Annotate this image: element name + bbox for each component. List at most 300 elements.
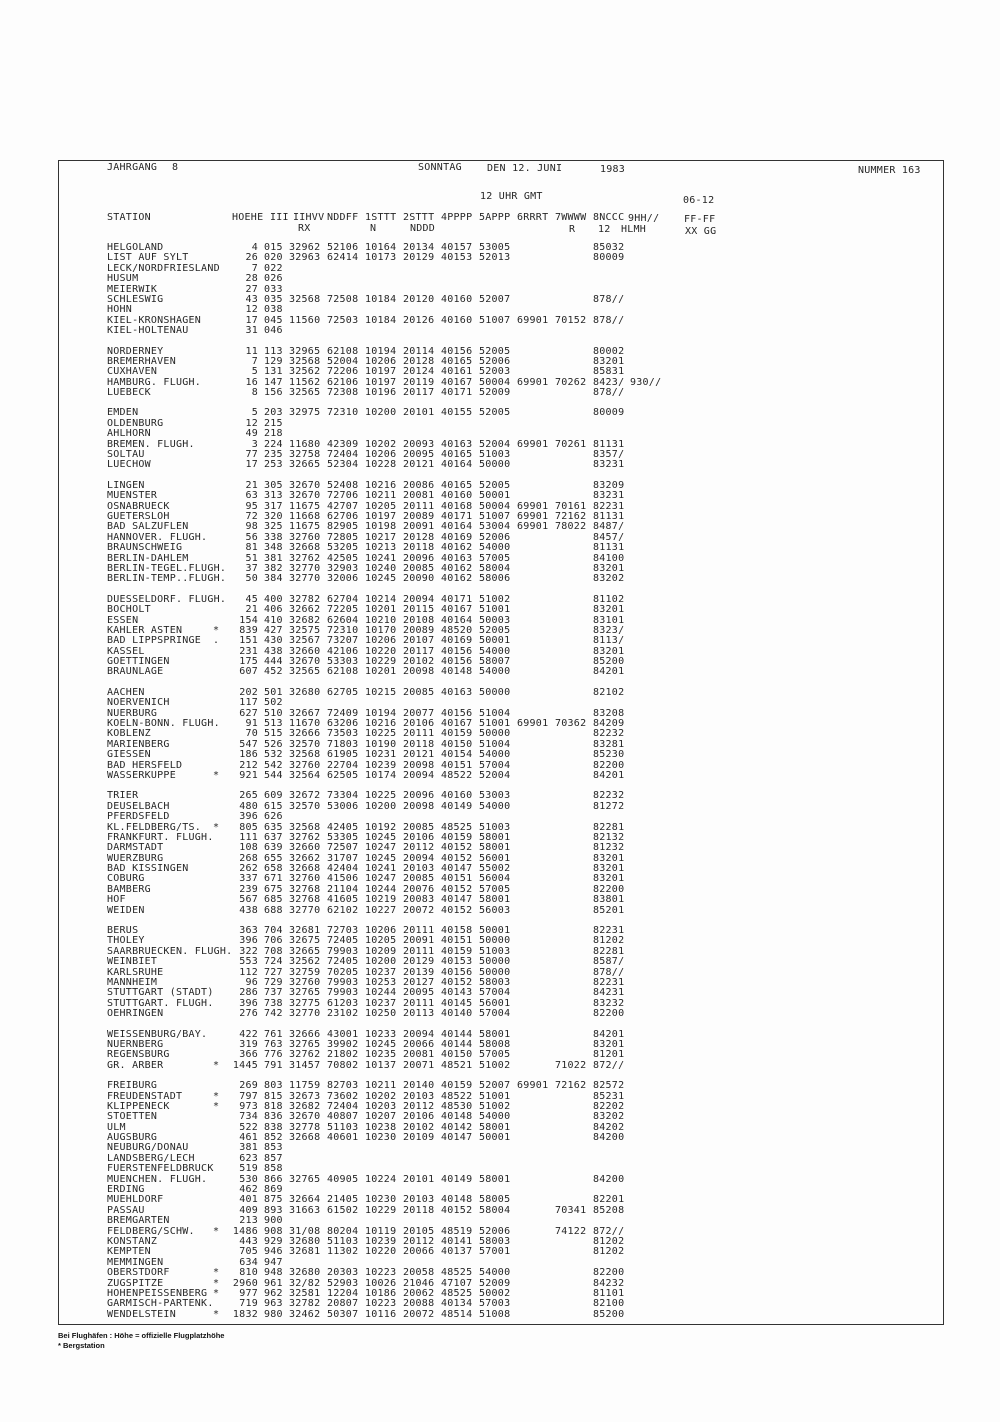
nccc8-value: 83231 bbox=[593, 459, 625, 471]
nccc8-value: 85208 bbox=[593, 1204, 625, 1216]
sttt1-value: 10194 bbox=[365, 707, 397, 719]
nddff-value: 11302 bbox=[327, 1246, 359, 1258]
iihvv-value: 32670 bbox=[289, 490, 321, 502]
nddff-value: 40601 bbox=[327, 1132, 359, 1144]
sttt1-value: 10215 bbox=[365, 686, 397, 698]
pppp4-value: 40162 bbox=[441, 573, 473, 585]
iii-value: 685 bbox=[264, 894, 283, 906]
hoehe-value: 37 bbox=[245, 562, 258, 574]
pppp4-value: 40159 bbox=[441, 945, 473, 957]
nccc8-value: 83232 bbox=[593, 997, 625, 1009]
iihvv-value: 32778 bbox=[289, 1121, 321, 1133]
sttt2-value: 20111 bbox=[403, 925, 435, 937]
nddff-value: 40807 bbox=[327, 1111, 359, 1123]
station-mark: * bbox=[213, 1267, 220, 1279]
appp5-value: 58003 bbox=[479, 977, 511, 988]
iii-value: 224 bbox=[264, 438, 283, 450]
sttt2-value: 20085 bbox=[403, 562, 435, 574]
station-name: GR. ARBER bbox=[107, 1059, 164, 1071]
station-name: BREMEN. FLUGH. bbox=[107, 438, 195, 450]
iii-value: 961 bbox=[264, 1277, 283, 1289]
nccc8-value: 85200 bbox=[593, 1308, 625, 1320]
hoehe-value: 231 bbox=[239, 645, 258, 657]
sttt2-value: 20094 bbox=[403, 593, 435, 605]
iii-value: 639 bbox=[264, 842, 283, 854]
iii-value: 963 bbox=[264, 1298, 283, 1310]
sttt1-value: 10233 bbox=[365, 1028, 397, 1040]
hoehe-value: 96 bbox=[245, 977, 258, 988]
appp5-value: 58004 bbox=[479, 562, 511, 574]
pppp4-value: 40156 bbox=[441, 645, 473, 657]
appp5-value: 52009 bbox=[479, 1277, 511, 1289]
pppp4-value: 40156 bbox=[441, 345, 473, 357]
station-row bbox=[0, 264, 1000, 274]
appp5-value: 50004 bbox=[479, 376, 511, 388]
station-name: AHLHORN bbox=[107, 428, 151, 440]
sttt1-value: 10206 bbox=[365, 449, 397, 461]
sttt1-value: 10223 bbox=[365, 1298, 397, 1310]
appp5-value: 51002 bbox=[479, 1100, 511, 1112]
station-mark: * bbox=[213, 1277, 220, 1289]
iihvv-value: 32581 bbox=[289, 1287, 321, 1299]
nccc8-value: 83201 bbox=[593, 645, 625, 657]
iihvv-value: 32668 bbox=[289, 1132, 321, 1144]
station-name: NUERBURG bbox=[107, 707, 158, 719]
hoehe-value: 286 bbox=[239, 987, 258, 999]
iii-value: 853 bbox=[264, 1142, 283, 1154]
station-group bbox=[0, 595, 1000, 678]
iii-value: 452 bbox=[264, 666, 283, 678]
sttt2-value: 20129 bbox=[403, 252, 435, 264]
nddff-value: 53303 bbox=[327, 656, 359, 668]
station-name: BOCHOLT bbox=[107, 604, 151, 616]
iihvv-value: 32680 bbox=[289, 1267, 321, 1279]
station-name: KOELN-BONN. FLUGH. bbox=[107, 718, 220, 730]
sttt1-value: 10240 bbox=[365, 562, 397, 574]
iihvv-value: 32567 bbox=[289, 635, 321, 647]
sttt1-value: 10214 bbox=[365, 593, 397, 605]
iihvv-value: 31/08 bbox=[289, 1225, 321, 1237]
sttt2-value: 20089 bbox=[403, 510, 435, 522]
nddff-value: 72308 bbox=[327, 387, 359, 399]
appp5-value: 52013 bbox=[479, 252, 511, 264]
iii-value: 706 bbox=[264, 935, 283, 947]
iii-value: 406 bbox=[264, 604, 283, 616]
nddff-value: 52903 bbox=[327, 1277, 359, 1289]
iii-value: 015 bbox=[264, 242, 283, 253]
station-name: ZUGSPITZE bbox=[107, 1277, 164, 1289]
hoehe-value: 921 bbox=[239, 769, 258, 781]
hoehe-value: 719 bbox=[239, 1298, 258, 1310]
pppp4-value: 40167 bbox=[441, 718, 473, 730]
hoehe-value: 567 bbox=[239, 894, 258, 906]
iii-value: 410 bbox=[264, 614, 283, 626]
sttt1-value: 10245 bbox=[365, 831, 397, 843]
sttt2-value: 20091 bbox=[403, 521, 435, 533]
hoehe-value: 175 bbox=[239, 656, 258, 668]
nddff-value: 20807 bbox=[327, 1298, 359, 1310]
station-row bbox=[0, 667, 1000, 677]
pppp4-value: 40151 bbox=[441, 759, 473, 771]
nddff-value: 72405 bbox=[327, 935, 359, 947]
iihvv-value: 32760 bbox=[289, 759, 321, 771]
sttt1-value: 10235 bbox=[365, 1049, 397, 1061]
sttt2-value: 20109 bbox=[403, 1132, 435, 1144]
nccc8-value: 83202 bbox=[593, 1111, 625, 1123]
sttt2-value: 20113 bbox=[403, 1008, 435, 1020]
hoehe-value: 461 bbox=[239, 1132, 258, 1144]
iii-value: 438 bbox=[264, 645, 283, 657]
iii-value: 900 bbox=[264, 1215, 283, 1227]
nccc8-value: 85230 bbox=[593, 749, 625, 761]
iii-value: 501 bbox=[264, 686, 283, 698]
iihvv-value: 32562 bbox=[289, 366, 321, 378]
sttt1-value: 10197 bbox=[365, 376, 397, 388]
sttt2-value: 20111 bbox=[403, 728, 435, 740]
sttt2-value: 20112 bbox=[403, 1235, 435, 1247]
nccc8-value: 83201 bbox=[593, 873, 625, 885]
nccc8-value: 878// bbox=[593, 293, 625, 305]
station-name: OLDENBURG bbox=[107, 417, 164, 429]
hoehe-value: 973 bbox=[239, 1100, 258, 1112]
iii-value: 384 bbox=[264, 573, 283, 585]
nccc8-value: 82281 bbox=[593, 821, 625, 833]
iii-value: 427 bbox=[264, 624, 283, 636]
appp5-value: 56001 bbox=[479, 997, 511, 1009]
nccc8-value: 82100 bbox=[593, 1298, 625, 1310]
nccc8-value: 8113/ bbox=[593, 635, 625, 647]
sttt1-value: 10244 bbox=[365, 883, 397, 895]
iii-value: 658 bbox=[264, 863, 283, 875]
sttt2-value: 20101 bbox=[403, 1173, 435, 1185]
hoehe-value: 3 bbox=[251, 438, 258, 450]
appp5-value: 58003 bbox=[479, 1235, 511, 1247]
sttt2-value: 20089 bbox=[403, 624, 435, 636]
sttt1-value: 10237 bbox=[365, 966, 397, 978]
iihvv-value: 32962 bbox=[289, 242, 321, 253]
sttt1-value: 10247 bbox=[365, 873, 397, 885]
pppp4-value: 40165 bbox=[441, 355, 473, 367]
station-row bbox=[0, 460, 1000, 470]
appp5-value: 52004 bbox=[479, 438, 511, 450]
station-name: STOETTEN bbox=[107, 1111, 158, 1123]
station-row bbox=[0, 295, 1000, 305]
station-name: OBERSTDORF bbox=[107, 1267, 170, 1279]
hoehe-value: 4 bbox=[251, 242, 258, 253]
sttt1-value: 10174 bbox=[365, 769, 397, 781]
sttt1-value: 10210 bbox=[365, 614, 397, 626]
sttt1-value: 10026 bbox=[365, 1277, 397, 1289]
iii-value: 737 bbox=[264, 987, 283, 999]
appp5-value: 57004 bbox=[479, 1008, 511, 1020]
appp5-value: 51003 bbox=[479, 449, 511, 461]
hoehe-value: 547 bbox=[239, 738, 258, 750]
hoehe-value: 95 bbox=[245, 500, 258, 512]
nddff-value: 70205 bbox=[327, 966, 359, 978]
iii-value: 532 bbox=[264, 749, 283, 761]
nddff-value: 70802 bbox=[327, 1059, 359, 1071]
iihvv-value: 11670 bbox=[289, 718, 321, 730]
nddff-value: 62706 bbox=[327, 510, 359, 522]
time-label: 12 UHR GMT bbox=[480, 191, 543, 202]
sttt1-value: 10220 bbox=[365, 645, 397, 657]
hoehe-value: 634 bbox=[239, 1256, 258, 1268]
station-name: DARMSTADT bbox=[107, 842, 164, 854]
nccc8-value: 81202 bbox=[593, 1235, 625, 1247]
nccc8-value: 84209 bbox=[593, 718, 625, 730]
sttt1-value: 10203 bbox=[365, 1100, 397, 1112]
sttt1-value: 10192 bbox=[365, 821, 397, 833]
station-name: KIEL-HOLTENAU bbox=[107, 325, 189, 337]
wwww7-value: 70362 bbox=[555, 718, 587, 730]
iii-value: 675 bbox=[264, 883, 283, 895]
iii-value: 513 bbox=[264, 718, 283, 730]
hoehe-value: 12 bbox=[245, 417, 258, 429]
station-name: HOHENPEISSENBERG bbox=[107, 1287, 208, 1299]
sttt2-value: 20083 bbox=[403, 894, 435, 906]
sttt1-value: 10223 bbox=[365, 1267, 397, 1279]
station-name: ULM bbox=[107, 1121, 126, 1133]
iihvv-value: 32666 bbox=[289, 1028, 321, 1040]
station-name: KOBLENZ bbox=[107, 728, 151, 740]
iihvv-value: 32770 bbox=[289, 562, 321, 574]
hoehe-value: 381 bbox=[239, 1142, 258, 1154]
rrrt6-value: 69901 bbox=[517, 718, 549, 730]
appp5-value: 50001 bbox=[479, 490, 511, 502]
sttt2-value: 20103 bbox=[403, 863, 435, 875]
appp5-value: 58006 bbox=[479, 573, 511, 585]
station-name: FUERSTENFELDBRUCK bbox=[107, 1163, 214, 1175]
nccc8-value: 80002 bbox=[593, 345, 625, 357]
hoehe-value: 111 bbox=[239, 831, 258, 843]
pppp4-value: 40140 bbox=[441, 1008, 473, 1020]
station-name: GARMISCH-PARTENK. bbox=[107, 1298, 214, 1310]
nddff-value: 61905 bbox=[327, 749, 359, 761]
nccc8-value: 85201 bbox=[593, 904, 625, 916]
station-name: BREMGARTEN bbox=[107, 1215, 170, 1227]
pppp4-value: 40160 bbox=[441, 314, 473, 326]
station-name: BERLIN-DAHLEM bbox=[107, 552, 189, 564]
hoehe-value: 366 bbox=[239, 1049, 258, 1061]
nddff-value: 43001 bbox=[327, 1028, 359, 1040]
sttt2-value: 20091 bbox=[403, 935, 435, 947]
station-name: LIST AUF SYLT bbox=[107, 252, 189, 264]
sttt2-value: 20081 bbox=[403, 1049, 435, 1061]
iihvv-value: 32568 bbox=[289, 749, 321, 761]
station-name: HELGOLAND bbox=[107, 242, 164, 253]
iii-value: 761 bbox=[264, 1028, 283, 1040]
iihvv-value: 32673 bbox=[289, 1090, 321, 1102]
station-name: MANNHEIM bbox=[107, 977, 158, 988]
iihvv-value: 32760 bbox=[289, 977, 321, 988]
station-name: WEINBIET bbox=[107, 956, 158, 968]
station-name: BERLIN-TEGEL.FLUGH. bbox=[107, 562, 227, 574]
sttt1-value: 10205 bbox=[365, 500, 397, 512]
station-name: HUSUM bbox=[107, 273, 139, 285]
station-row bbox=[0, 274, 1000, 284]
station-name: FREIBURG bbox=[107, 1080, 158, 1092]
appp5-value: 54000 bbox=[479, 1267, 511, 1279]
iihvv-value: 32765 bbox=[289, 987, 321, 999]
pppp4-value: 40156 bbox=[441, 656, 473, 668]
sttt2-value: 20071 bbox=[403, 1059, 435, 1071]
pppp4-value: 40142 bbox=[441, 1121, 473, 1133]
station-name: FELDBERG/SCHW. bbox=[107, 1225, 195, 1237]
iihvv-value: 32762 bbox=[289, 1049, 321, 1061]
col-station: STATION bbox=[107, 212, 151, 223]
appp5-value: 54000 bbox=[479, 666, 511, 678]
iii-value: 338 bbox=[264, 531, 283, 543]
sttt1-value: 10200 bbox=[365, 956, 397, 968]
iihvv-value: 32/82 bbox=[289, 1277, 321, 1289]
pppp4-value: 40144 bbox=[441, 1028, 473, 1040]
station-row bbox=[0, 1310, 1000, 1320]
iihvv-value: 32666 bbox=[289, 728, 321, 740]
col-hoehe: HOEHE bbox=[232, 212, 264, 223]
hoehe-value: 63 bbox=[245, 490, 258, 502]
pppp4-value: 40152 bbox=[441, 977, 473, 988]
station-name: WUERZBURG bbox=[107, 852, 164, 864]
pppp4-value: 40144 bbox=[441, 1038, 473, 1050]
pppp4-value: 48520 bbox=[441, 624, 473, 636]
station-name: GUETERSLOH bbox=[107, 510, 170, 522]
nccc8-value: 82231 bbox=[593, 925, 625, 937]
station-name: NOERVENICH bbox=[107, 697, 170, 709]
station-group bbox=[0, 481, 1000, 585]
station-name: NEUBURG/DONAU bbox=[107, 1142, 189, 1154]
nddff-value: 79903 bbox=[327, 945, 359, 957]
sttt2-value: 20129 bbox=[403, 956, 435, 968]
iii-value: 729 bbox=[264, 977, 283, 988]
sttt2-value: 20094 bbox=[403, 1028, 435, 1040]
station-name: WEIDEN bbox=[107, 904, 145, 916]
nddff-value: 52106 bbox=[327, 242, 359, 253]
sttt2-value: 20058 bbox=[403, 1267, 435, 1279]
nccc8-value: 85231 bbox=[593, 1090, 625, 1102]
iihvv-value: 32681 bbox=[289, 1246, 321, 1258]
nddff-value: 20303 bbox=[327, 1267, 359, 1279]
pppp4-value: 40150 bbox=[441, 1049, 473, 1061]
pppp4-value: 40163 bbox=[441, 686, 473, 698]
iii-value: 738 bbox=[264, 997, 283, 1009]
sttt2-value: 20094 bbox=[403, 769, 435, 781]
sttt1-value: 10197 bbox=[365, 510, 397, 522]
station-name: SOLTAU bbox=[107, 449, 145, 461]
pppp4-value: 40163 bbox=[441, 438, 473, 450]
nddff-value: 73207 bbox=[327, 635, 359, 647]
iii-value: 946 bbox=[264, 1246, 283, 1258]
appp5-value: 51001 bbox=[479, 1090, 511, 1102]
nccc8-value: 83201 bbox=[593, 863, 625, 875]
nddff-value: 71803 bbox=[327, 738, 359, 750]
subcol-nddd: NDDD bbox=[410, 223, 436, 234]
sttt1-value: 10213 bbox=[365, 542, 397, 554]
hoehe-value: 422 bbox=[239, 1028, 258, 1040]
iihvv-value: 32965 bbox=[289, 345, 321, 357]
sttt2-value: 20107 bbox=[403, 635, 435, 647]
iii-value: 033 bbox=[264, 283, 283, 295]
nddff-value: 52408 bbox=[327, 479, 359, 491]
iii-value: 235 bbox=[264, 449, 283, 461]
nccc8-value: 81102 bbox=[593, 593, 625, 605]
sttt1-value: 10211 bbox=[365, 1080, 397, 1092]
sttt1-value: 10200 bbox=[365, 800, 397, 812]
nccc8-value: 8423/ bbox=[593, 376, 625, 388]
sttt1-value: 10217 bbox=[365, 531, 397, 543]
appp5-value: 52006 bbox=[479, 1225, 511, 1237]
station-row bbox=[0, 1009, 1000, 1019]
iihvv-value: 31663 bbox=[289, 1204, 321, 1216]
appp5-value: 50000 bbox=[479, 459, 511, 471]
rrrt6-value: 69901 bbox=[517, 510, 549, 522]
appp5-value: 53004 bbox=[479, 521, 511, 533]
pppp4-value: 40152 bbox=[441, 904, 473, 916]
iihvv-value: 32668 bbox=[289, 863, 321, 875]
iii-value: 609 bbox=[264, 790, 283, 802]
sttt1-value: 10164 bbox=[365, 242, 397, 253]
pppp4-value: 40162 bbox=[441, 562, 473, 574]
pppp4-value: 40160 bbox=[441, 790, 473, 802]
iii-value: 381 bbox=[264, 552, 283, 564]
sttt2-value: 20124 bbox=[403, 366, 435, 378]
appp5-value: 54000 bbox=[479, 1111, 511, 1123]
nccc8-value: 82231 bbox=[593, 977, 625, 988]
pppp4-value: 40151 bbox=[441, 935, 473, 947]
sttt1-value: 10170 bbox=[365, 624, 397, 636]
sttt2-value: 20114 bbox=[403, 345, 435, 357]
appp5-value: 52005 bbox=[479, 345, 511, 357]
nddff-value: 42404 bbox=[327, 863, 359, 875]
iii-value: 893 bbox=[264, 1204, 283, 1216]
iihvv-value: 32670 bbox=[289, 1111, 321, 1123]
col-ff: FF-FF bbox=[684, 214, 716, 225]
station-name: PASSAU bbox=[107, 1204, 145, 1216]
station-name: BAD LIPPSPRINGE bbox=[107, 635, 202, 647]
nddff-value: 72503 bbox=[327, 314, 359, 326]
pppp4-value: 40160 bbox=[441, 490, 473, 502]
nccc8-value: 84201 bbox=[593, 769, 625, 781]
nccc8-value: 878// bbox=[593, 966, 625, 978]
pppp4-value: 40165 bbox=[441, 479, 473, 491]
iii-value: 348 bbox=[264, 542, 283, 554]
iihvv-value: 11668 bbox=[289, 510, 321, 522]
appp5-value: 58001 bbox=[479, 1121, 511, 1133]
station-name: GIESSEN bbox=[107, 749, 151, 761]
iihvv-value: 11560 bbox=[289, 314, 321, 326]
iii-value: 325 bbox=[264, 521, 283, 533]
nddff-value: 53305 bbox=[327, 831, 359, 843]
iihvv-value: 11675 bbox=[289, 521, 321, 533]
jahrgang-value: 8 bbox=[172, 162, 179, 173]
nddff-value: 72205 bbox=[327, 604, 359, 616]
appp5-value: 51004 bbox=[479, 738, 511, 750]
nccc8-value: 84200 bbox=[593, 1132, 625, 1144]
sttt1-value: 10230 bbox=[365, 1194, 397, 1206]
iihvv-value: 32662 bbox=[289, 852, 321, 864]
sttt2-value: 20121 bbox=[403, 749, 435, 761]
iihvv-value: 32770 bbox=[289, 573, 321, 585]
hoehe-value: 186 bbox=[239, 749, 258, 761]
hh9-value: 930// bbox=[630, 376, 662, 388]
pppp4-value: 47107 bbox=[441, 1277, 473, 1289]
iii-value: 035 bbox=[264, 293, 283, 305]
sttt1-value: 10239 bbox=[365, 1235, 397, 1247]
nddff-value: 42707 bbox=[327, 500, 359, 512]
sttt2-value: 20086 bbox=[403, 479, 435, 491]
col-nddff: NDDFF bbox=[327, 212, 359, 223]
station-name: FREUDENSTADT bbox=[107, 1090, 183, 1102]
appp5-value: 52006 bbox=[479, 355, 511, 367]
